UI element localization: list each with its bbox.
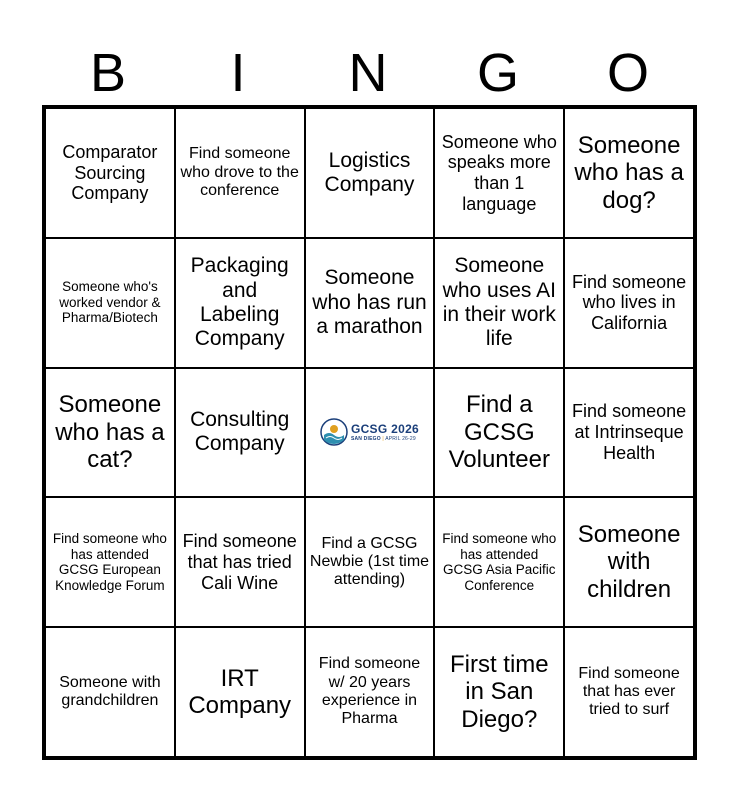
logo-dates: APRIL 26-29 bbox=[385, 435, 416, 442]
free-space-logo-cell[interactable] bbox=[305, 368, 435, 498]
bingo-cell[interactable]: Someone who's worked vendor & Pharma/Biotech bbox=[45, 238, 175, 368]
header-letter-b: B bbox=[89, 43, 127, 103]
bingo-cell[interactable]: Someone with grandchildren bbox=[45, 627, 175, 757]
bingo-cell[interactable]: Find someone who has attended GCSG Asia Pacific Conference bbox=[434, 497, 564, 627]
bingo-cell[interactable]: Find someone that has tried Cali Wine bbox=[175, 497, 305, 627]
gcsg-emblem-icon bbox=[320, 418, 348, 446]
bingo-header bbox=[43, 38, 694, 108]
header-letter-n: N bbox=[348, 43, 388, 103]
bingo-cell[interactable]: Someone with children bbox=[564, 497, 694, 627]
bingo-cell[interactable]: Find someone w/ 20 years experience in Pharma bbox=[305, 627, 435, 757]
bingo-cell[interactable]: Packaging and Labeling Company bbox=[175, 238, 305, 368]
bingo-cell[interactable]: Find someone that has ever tried to surf bbox=[564, 627, 694, 757]
bingo-cell[interactable]: Comparator Sourcing Company bbox=[45, 108, 175, 238]
bingo-grid bbox=[42, 105, 697, 760]
bingo-cell[interactable]: Consulting Company bbox=[175, 368, 305, 498]
bingo-cell[interactable]: Someone who has run a marathon bbox=[305, 238, 435, 368]
bingo-cell[interactable]: Someone who speaks more than 1 language bbox=[434, 108, 564, 238]
bingo-cell[interactable]: Someone who has a dog? bbox=[564, 108, 694, 238]
bingo-cell[interactable]: Find a GCSG Newbie (1st time attending) bbox=[305, 497, 435, 627]
bingo-cell[interactable]: Find someone at Intrinseque Health bbox=[564, 368, 694, 498]
logo-city: SAN DIEGO bbox=[350, 435, 381, 442]
header-letter-o: O bbox=[606, 43, 649, 103]
bingo-cell[interactable]: Logistics Company bbox=[305, 108, 435, 238]
bingo-cell[interactable]: IRT Company bbox=[175, 627, 305, 757]
logo-name: GCSG bbox=[350, 421, 388, 436]
bingo-cell[interactable]: First time in San Diego? bbox=[434, 627, 564, 757]
bingo-cell[interactable]: Someone who has a cat? bbox=[45, 368, 175, 498]
header-letter-i: I bbox=[230, 43, 246, 103]
gcsg-logo: GCSG 2026 SAN DIEGO | APRIL 26-29 bbox=[320, 418, 419, 446]
bingo-cell[interactable]: Someone who uses AI in their work life bbox=[434, 238, 564, 368]
bingo-cell[interactable]: Find a GCSG Volunteer bbox=[434, 368, 564, 498]
header-letter-g: G bbox=[476, 43, 519, 103]
bingo-cell[interactable]: Find someone who lives in California bbox=[564, 238, 694, 368]
logo-year: 2026 bbox=[391, 421, 420, 436]
bingo-cell[interactable]: Find someone who drove to the conference bbox=[175, 108, 305, 238]
bingo-cell[interactable]: Find someone who has attended GCSG European Knowledge Forum bbox=[45, 497, 175, 627]
